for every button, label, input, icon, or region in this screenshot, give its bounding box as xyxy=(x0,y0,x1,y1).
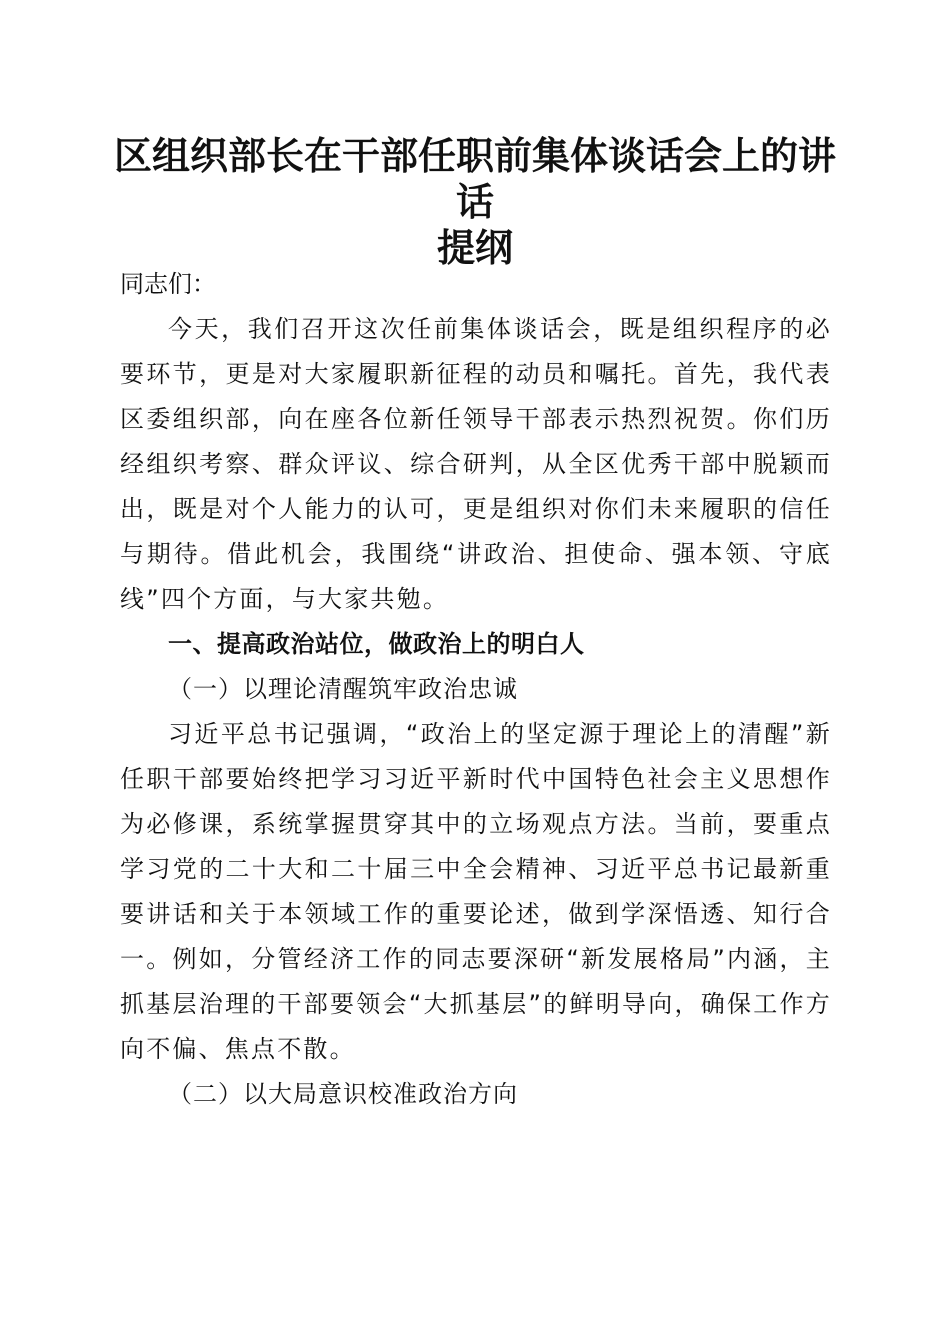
salutation: 同志们： xyxy=(120,270,216,298)
subsection-1-2-heading: （二）以大局意识校准政治方向 xyxy=(168,1080,518,1108)
title-line-1: 区组织部长在干部任职前集体谈话会上的讲话 xyxy=(113,133,836,224)
document-title xyxy=(100,133,850,271)
document-body xyxy=(120,262,832,1117)
subsection-1-1-paragraph: 习近平总书记强调，“政治上的坚定源于理论上的清醒”新任职干部要始终把学习习近平新时代中国特色社会主义思想作为必修课，系统掌握贯穿其中的立场观点方法。当前，要重点学习党的二十大和二十届三中全会精神、习近平总书记最新重要讲话和关于本领域工作的重要论述，做到学深悟透、知行合一。例如，分管经济工作的同志要深研“新发展格局”内涵，主抓基层治理的干部要领会“大抓基层”的鲜明导向，确保工作方向不偏、焦点不散。 xyxy=(120,720,832,1063)
intro-paragraph: 今天，我们召开这次任前集体谈话会，既是组织程序的必要环节，更是对大家履职新征程的动员和嘱托。首先，我代表区委组织部，向在座各位新任领导干部表示热烈祝贺。你们历经组织考察、群众评议、综合研判，从全区优秀干部中脱颖而出，既是对个人能力的认可，更是组织对你们未来履职的信任与期待。借此机会，我围绕“讲政治、担使命、强本领、守底线”四个方面，与大家共勉。 xyxy=(120,315,832,613)
subsection-1-1-heading: （一）以理论清醒筑牢政治忠诚 xyxy=(168,675,518,703)
title-line-2: 提纲 xyxy=(436,225,513,270)
section-1-heading: 一、提高政治站位，做政治上的明白人 xyxy=(168,630,585,658)
